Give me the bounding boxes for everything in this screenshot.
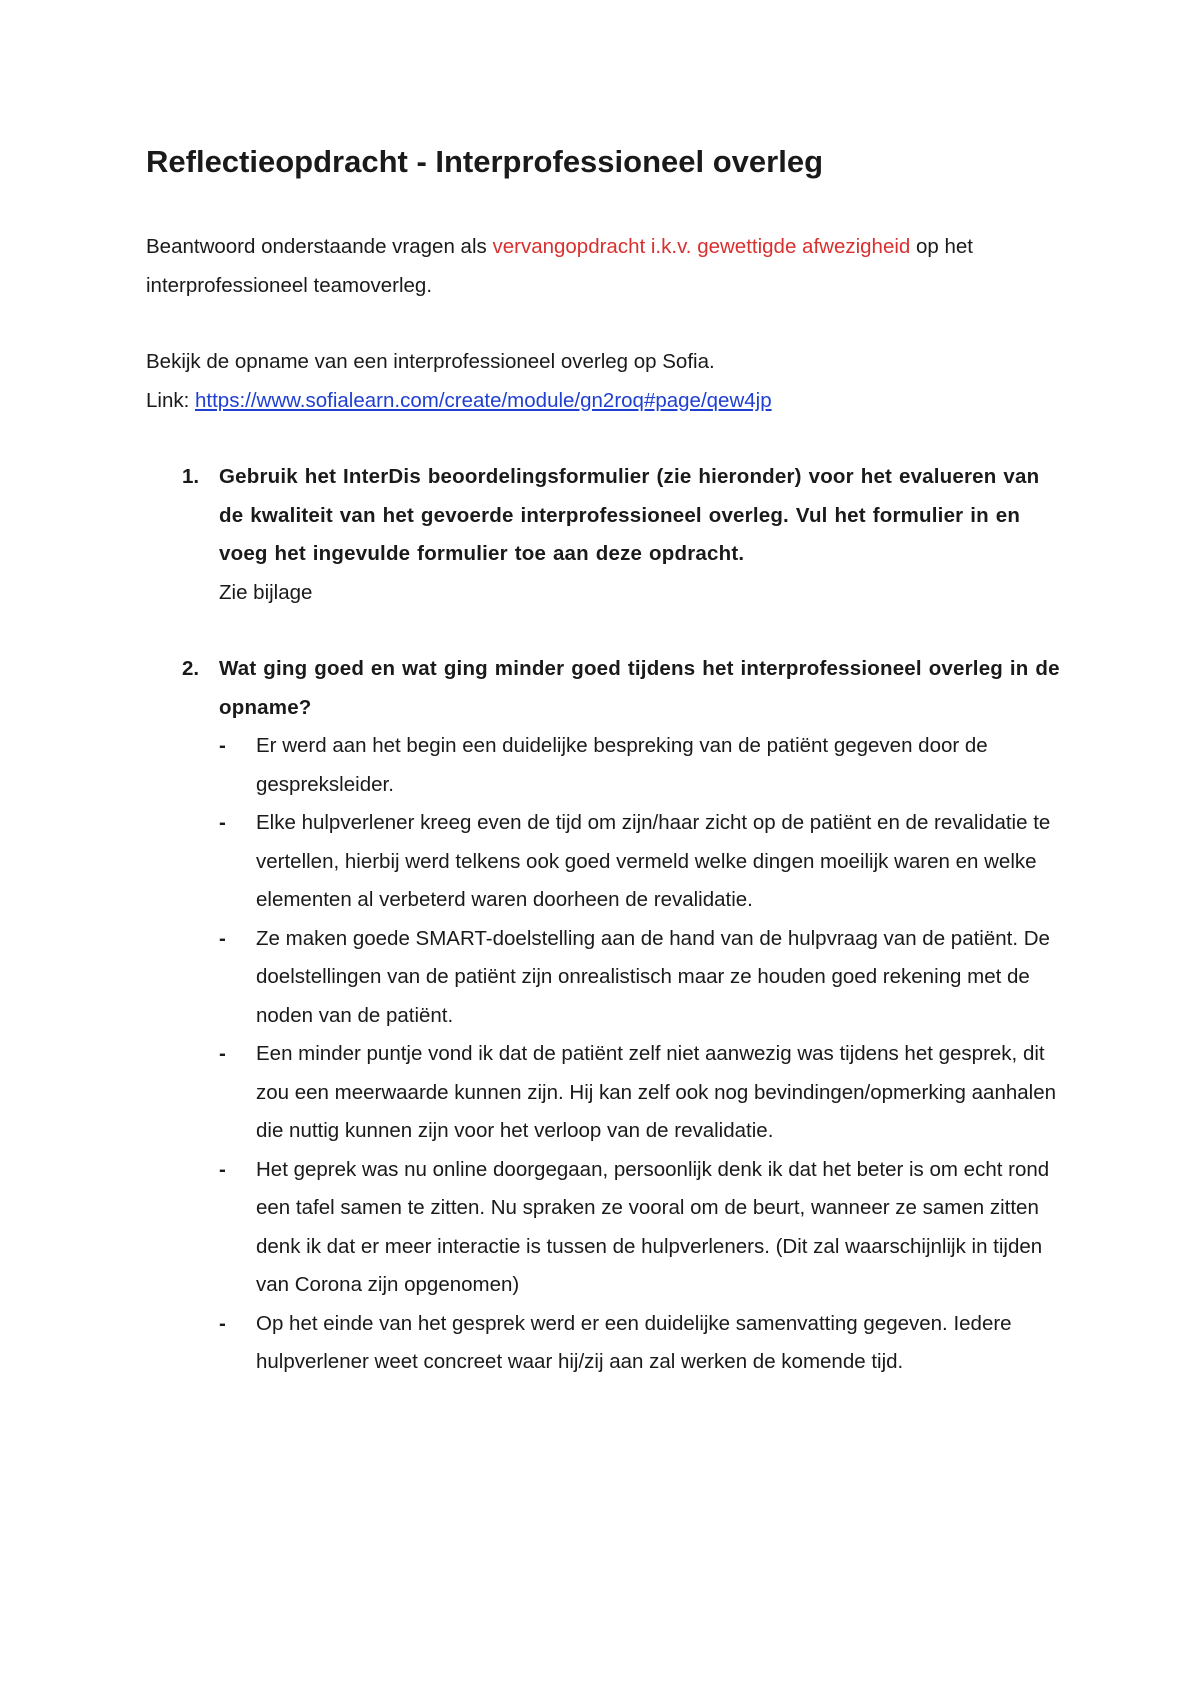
bullet-mark: - bbox=[219, 1042, 226, 1065]
question-answer: Zie bijlage bbox=[219, 580, 313, 604]
intro-text-start: Beantwoord onderstaande vragen als bbox=[146, 235, 493, 258]
list-item bbox=[219, 1305, 1060, 1382]
document-title: Reflectieopdracht - Interprofessioneel overleg bbox=[146, 144, 824, 179]
question-text: Gebruik het InterDis beoordelingsformulier (zie hieronder) voor het evalueren van de kwaliteit van het gevoerde interprofessioneel overleg. Vul het formulier in en voeg het ingevulde formulier toe aan deze opdracht. bbox=[219, 465, 1040, 565]
answer-bullet-list bbox=[219, 727, 1060, 1382]
intro-highlight: vervangopdracht i.k.v. gewettigde afwezigheid bbox=[492, 235, 911, 258]
bullet-text: Er werd aan het begin een duidelijke bespreking van de patiënt gegeven door de gespreksleider. bbox=[256, 734, 988, 796]
bullet-text: Het geprek was nu online doorgegaan, persoonlijk denk ik dat het beter is om echt rond een tafel samen te zitten. Nu spraken ze vooral om de beurt, wanneer ze samen zitten denk ik dat er meer interactie is tussen de hulpverleners. (Dit zal waarschijnlijk in tijden van Corona zijn opgenomen) bbox=[256, 1157, 1050, 1296]
bullet-mark: - bbox=[219, 811, 226, 834]
bullet-text: Een minder puntje vond ik dat de patiënt zelf niet aanwezig was tijdens het gesprek, dit zou een meerwaarde kunnen zijn. Hij kan zelf ook nog bevindingen/opmerking aanhalen die nuttig kunnen zijn voor het verloop van de revalidatie. bbox=[256, 1042, 1057, 1142]
bullet-mark: - bbox=[219, 1311, 226, 1335]
link-label: Link: bbox=[146, 388, 195, 412]
recording-line: Bekijk de opname van een interprofessioneel overleg op Sofia. bbox=[146, 350, 715, 373]
bullet-text: Op het einde van het gesprek werd er een duidelijke samenvatting gegeven. Iedere hulpverlener weet concreet waar hij/zij aan zal werken de komende tijd. bbox=[256, 1311, 1012, 1373]
link-line bbox=[146, 382, 1060, 421]
sofia-link[interactable]: https://www.sofialearn.com/create/module/gn2roq#page/qew4jp bbox=[195, 388, 772, 412]
question-item-2 bbox=[146, 650, 1060, 1382]
list-item bbox=[219, 727, 1060, 804]
spacer bbox=[146, 305, 1060, 343]
question-number: 1. bbox=[182, 465, 200, 488]
list-item bbox=[219, 804, 1060, 920]
intro-paragraph bbox=[146, 228, 1060, 305]
bullet-mark: - bbox=[219, 734, 226, 757]
list-item bbox=[219, 1035, 1060, 1151]
list-item bbox=[219, 1151, 1060, 1305]
question-text: Wat ging goed en wat ging minder goed tijdens het interprofessioneel overleg in de opname? bbox=[219, 657, 1060, 719]
bullet-mark: - bbox=[219, 926, 226, 950]
bullet-text: Elke hulpverlener kreeg even de tijd om zijn/haar zicht op de patiënt en de revalidatie te vertellen, hierbij werd telkens ook goed vermeld welke dingen moeilijk waren en welke elementen al verbeterd waren doorheen de revalidatie. bbox=[256, 811, 1051, 911]
question-number: 2. bbox=[182, 657, 200, 680]
question-list bbox=[146, 458, 1060, 1382]
bullet-mark: - bbox=[219, 1157, 226, 1181]
question-item-1 bbox=[146, 458, 1060, 612]
intro-text-end: op het interprofessioneel teamoverleg. bbox=[146, 235, 974, 297]
list-item bbox=[219, 920, 1060, 1036]
bullet-text: Ze maken goede SMART-doelstelling aan de hand van de hulpvraag van de patiënt. De doelstellingen van de patiënt zijn onrealistisch maar ze houden goed rekening met de noden van de patiënt. bbox=[256, 926, 1050, 1027]
